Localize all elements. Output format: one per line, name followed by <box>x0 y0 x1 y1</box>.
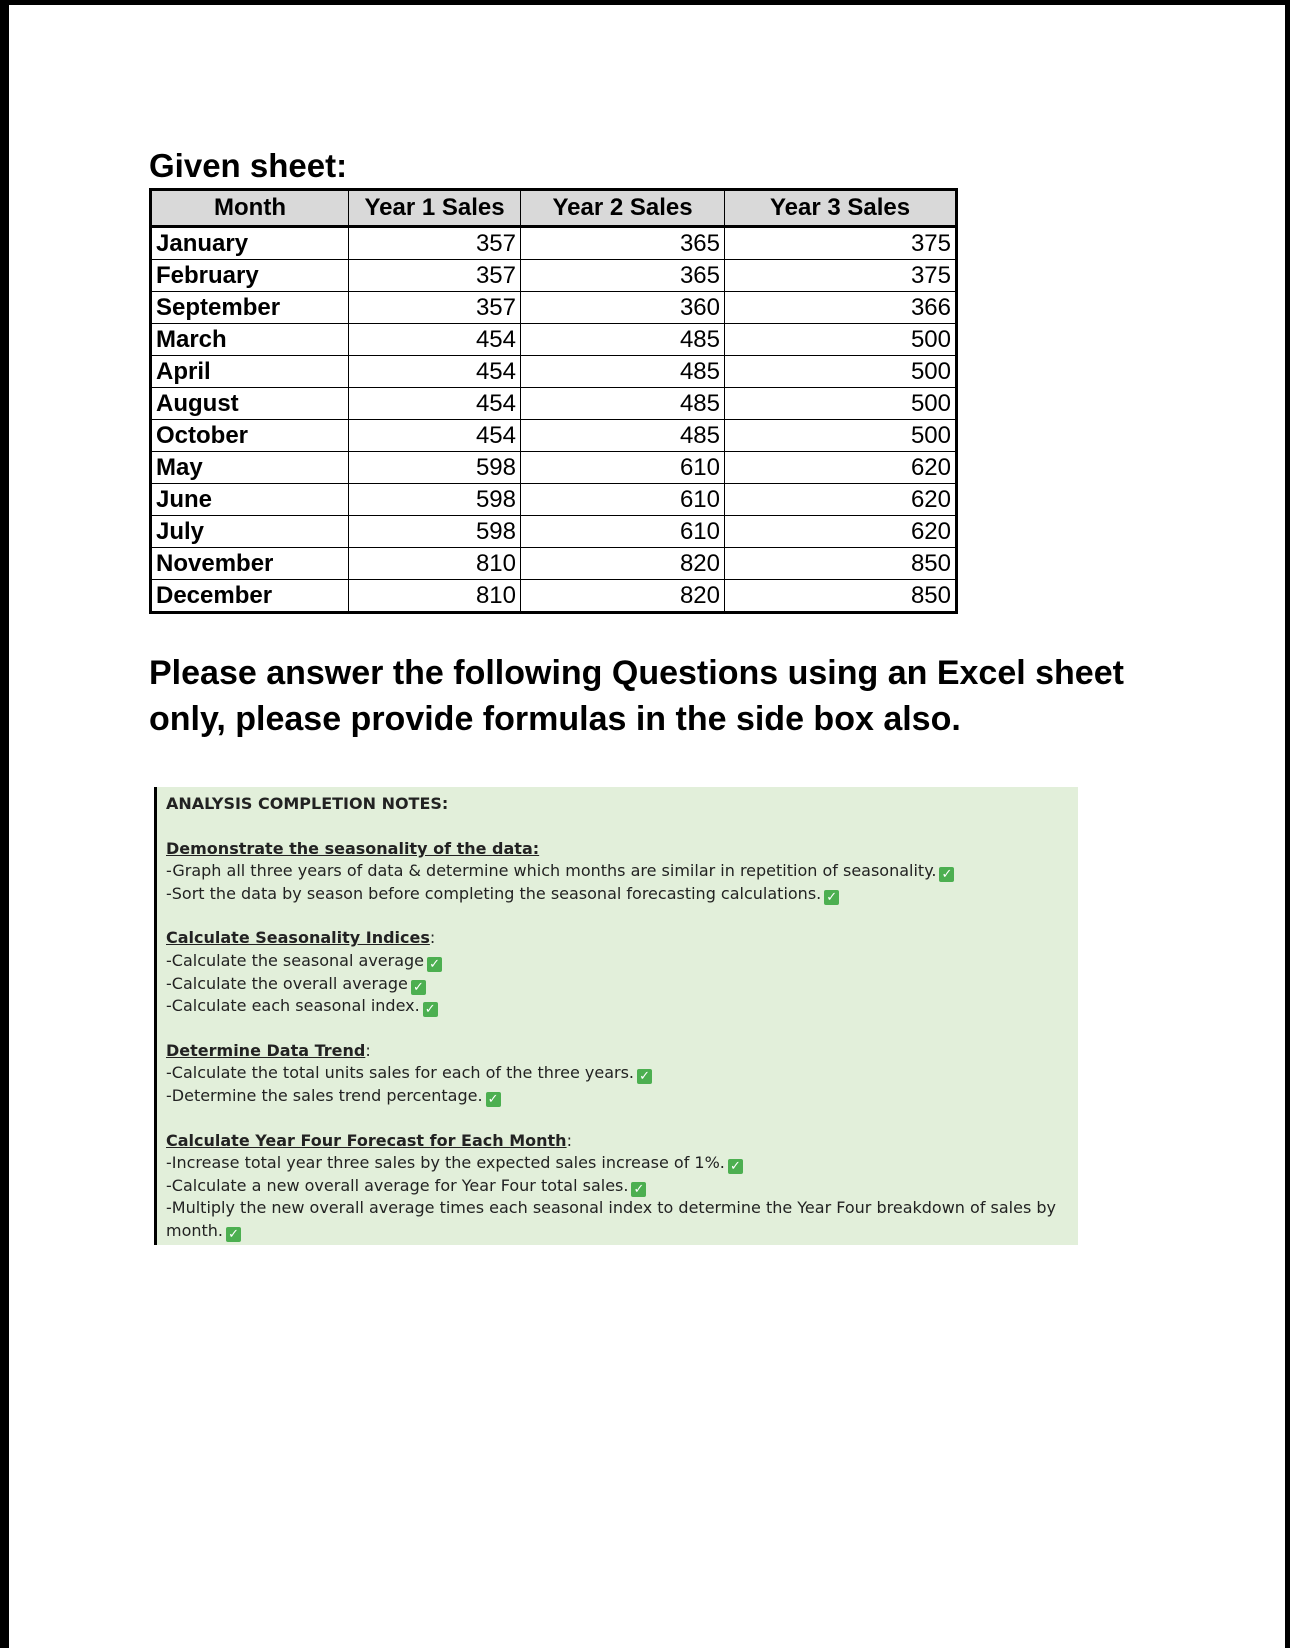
sales-cell: 810 <box>349 548 521 580</box>
notes-header: ANALYSIS COMPLETION NOTES: <box>166 794 449 813</box>
table-row <box>151 420 957 452</box>
table-row <box>151 548 957 580</box>
notes-line-text: -Calculate each seasonal index. <box>166 996 420 1016</box>
table-row <box>151 356 957 388</box>
column-header-year-2: Year 2 Sales <box>521 190 725 227</box>
table-row <box>151 484 957 516</box>
month-cell: July <box>151 516 349 548</box>
notes-section-title-text: Calculate Seasonality Indices <box>166 928 430 948</box>
checkmark-icon: ✓ <box>411 980 426 995</box>
notes-line <box>166 883 1068 906</box>
sales-cell: 500 <box>725 356 957 388</box>
notes-section-title-text: Determine Data Trend <box>166 1040 366 1060</box>
sales-cell: 850 <box>725 548 957 580</box>
sales-cell: 598 <box>349 516 521 548</box>
sales-cell: 454 <box>349 356 521 388</box>
notes-line <box>166 1085 1068 1108</box>
sales-cell: 357 <box>349 260 521 292</box>
column-header-year-1: Year 1 Sales <box>349 190 521 227</box>
sales-cell: 454 <box>349 420 521 452</box>
column-header-year-3: Year 3 Sales <box>725 190 957 227</box>
sales-cell: 365 <box>521 260 725 292</box>
sales-cell: 485 <box>521 356 725 388</box>
column-header-month: Month <box>151 190 349 227</box>
question-text: Please answer the following Questions using an Excel sheet only, please provide formulas in the side box also. <box>149 654 1124 738</box>
month-cell: December <box>151 580 349 613</box>
month-cell: September <box>151 292 349 324</box>
checkmark-icon: ✓ <box>637 1069 652 1084</box>
sales-cell: 485 <box>521 420 725 452</box>
notes-line-text: -Multiply the new overall average times each seasonal index to determine the Year Four breakdown of sales by month. <box>166 1198 1057 1240</box>
sales-table <box>149 188 958 614</box>
table-row <box>151 580 957 613</box>
notes-section-title-text: Demonstrate the seasonality of the data: <box>166 838 540 858</box>
notes-line <box>166 1152 1068 1175</box>
sales-cell: 357 <box>349 227 521 260</box>
table-row <box>151 516 957 548</box>
notes-line-text: -Determine the sales trend percentage. <box>166 1085 483 1105</box>
notes-line-text: -Calculate the seasonal average <box>166 950 425 970</box>
sales-cell: 810 <box>349 580 521 613</box>
sales-cell: 366 <box>725 292 957 324</box>
given-sheet-title: Given sheet: <box>149 147 348 184</box>
checkmark-icon: ✓ <box>226 1227 241 1242</box>
notes-line-text: -Calculate the total units sales for each of the three years. <box>166 1063 635 1083</box>
notes-section <box>166 838 1068 906</box>
month-cell: February <box>151 260 349 292</box>
notes-line <box>166 973 1068 996</box>
notes-section-title-suffix: : <box>566 1130 572 1150</box>
month-cell: March <box>151 324 349 356</box>
notes-section-title-suffix: : <box>365 1040 371 1060</box>
sales-cell: 820 <box>521 580 725 613</box>
notes-section <box>166 1040 1068 1108</box>
sales-cell: 620 <box>725 452 957 484</box>
month-cell: June <box>151 484 349 516</box>
sales-cell: 610 <box>521 516 725 548</box>
sales-cell: 485 <box>521 388 725 420</box>
sales-cell: 454 <box>349 388 521 420</box>
checkmark-icon: ✓ <box>939 867 954 882</box>
sales-cell: 500 <box>725 420 957 452</box>
notes-section-title-text: Calculate Year Four Forecast for Each Month <box>166 1130 567 1150</box>
notes-line <box>166 860 1068 883</box>
sales-cell: 485 <box>521 324 725 356</box>
sales-cell: 820 <box>521 548 725 580</box>
sales-cell: 610 <box>521 484 725 516</box>
checkmark-icon: ✓ <box>423 1002 438 1017</box>
month-cell: April <box>151 356 349 388</box>
sales-cell: 598 <box>349 452 521 484</box>
month-cell: October <box>151 420 349 452</box>
sales-cell: 360 <box>521 292 725 324</box>
notes-line-text: -Increase total year three sales by the expected sales increase of 1%. <box>166 1153 725 1173</box>
notes-section-title <box>166 1040 1068 1063</box>
month-cell: May <box>151 452 349 484</box>
notes-line <box>166 1175 1068 1198</box>
notes-section-title <box>166 1130 1068 1153</box>
sales-cell: 454 <box>349 324 521 356</box>
notes-line <box>166 995 1068 1018</box>
notes-line <box>166 1197 1068 1242</box>
sales-cell: 610 <box>521 452 725 484</box>
notes-section <box>166 927 1068 1017</box>
sales-cell: 357 <box>349 292 521 324</box>
sales-cell: 620 <box>725 484 957 516</box>
notes-line-text: -Sort the data by season before completing the seasonal forecasting calculations. <box>166 883 822 903</box>
month-cell: January <box>151 227 349 260</box>
sales-cell: 598 <box>349 484 521 516</box>
checkmark-icon: ✓ <box>728 1159 743 1174</box>
notes-line-text: -Calculate the overall average <box>166 973 408 993</box>
checkmark-icon: ✓ <box>427 957 442 972</box>
sales-cell: 375 <box>725 227 957 260</box>
sales-cell: 375 <box>725 260 957 292</box>
table-row <box>151 324 957 356</box>
checkmark-icon: ✓ <box>631 1182 646 1197</box>
notes-section <box>166 1130 1068 1243</box>
checkmark-icon: ✓ <box>486 1092 501 1107</box>
sales-cell: 365 <box>521 227 725 260</box>
notes-line-text: -Graph all three years of data & determine which months are similar in repetition of seasonality. <box>166 861 937 881</box>
notes-line-text: -Calculate a new overall average for Year Four total sales. <box>166 1175 629 1195</box>
table-header-row <box>151 190 957 227</box>
notes-line <box>166 1062 1068 1085</box>
month-cell: November <box>151 548 349 580</box>
sales-cell: 850 <box>725 580 957 613</box>
notes-section-title <box>166 838 1068 861</box>
notes-section-title-suffix: : <box>429 928 436 948</box>
checkmark-icon: ✓ <box>824 890 839 905</box>
sales-cell: 500 <box>725 324 957 356</box>
table-row <box>151 227 957 260</box>
table-row <box>151 292 957 324</box>
analysis-notes-box <box>154 787 1078 1245</box>
table-row <box>151 452 957 484</box>
sales-cell: 500 <box>725 388 957 420</box>
notes-line <box>166 950 1068 973</box>
sales-cell: 620 <box>725 516 957 548</box>
month-cell: August <box>151 388 349 420</box>
table-row <box>151 260 957 292</box>
notes-section-title <box>166 927 1068 950</box>
table-row <box>151 388 957 420</box>
